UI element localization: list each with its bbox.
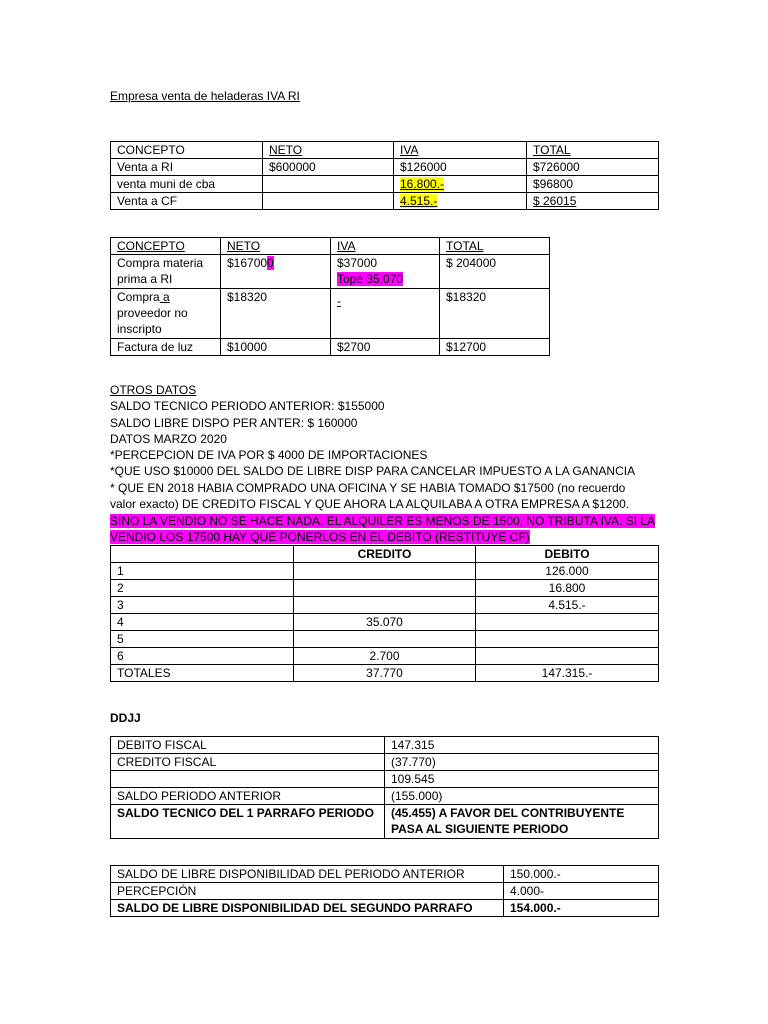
cell-value: (37.770): [385, 754, 659, 771]
concepto-part-underlined: a: [159, 290, 170, 304]
cell-total: $96800: [527, 176, 659, 193]
highlighted-value: 16.800.-: [400, 177, 445, 191]
totals-row: [111, 665, 659, 682]
table-row: [111, 737, 659, 754]
tope-note: Tope 35.070: [337, 272, 404, 286]
table-row: [111, 866, 659, 883]
cell-label: SALDO DE LIBRE DISPONIBILIDAD DEL PERIODO ANTERIOR: [111, 866, 504, 883]
table-row: [111, 614, 659, 631]
cell-value: 154.000.-: [504, 900, 659, 917]
cell-credito: [294, 563, 476, 580]
cell-value: (45.455) A FAVOR DEL CONTRIBUYENTE PASA AL SIGUIENTE PERIODO: [385, 805, 659, 839]
cell-credito: 35.070: [294, 614, 476, 631]
purchases-table: [110, 237, 550, 356]
table-row: [111, 563, 659, 580]
table-row: [111, 805, 659, 839]
highlighted-note: [110, 513, 655, 529]
table-row: [111, 771, 659, 788]
table-header-row: [111, 546, 659, 563]
table-header-row: [111, 142, 659, 159]
table-header-row: [111, 238, 550, 255]
cell-index: TOTALES: [111, 665, 294, 682]
header-iva: IVA: [394, 142, 527, 159]
table-row: [111, 193, 659, 210]
neto-value: $16700: [227, 256, 268, 270]
cell-iva: [394, 193, 527, 210]
cell-index: 4: [111, 614, 294, 631]
header-concepto: CONCEPTO: [111, 142, 263, 159]
cell-total: $18320: [440, 289, 550, 339]
cell-total: $ 204000: [440, 255, 550, 289]
cell-credito: [294, 580, 476, 597]
cell-label: DEBITO FISCAL: [111, 737, 385, 754]
cell-concepto: [111, 289, 221, 339]
cell-index: 5: [111, 631, 294, 648]
cell-credito: 2.700: [294, 648, 476, 665]
table-row: [111, 597, 659, 614]
cell-total: $726000: [527, 159, 659, 176]
concepto-part: proveedor no inscripto: [117, 306, 188, 336]
table-row: [111, 900, 659, 917]
cell-label: SALDO TECNICO DEL 1 PARRAFO PERIODO: [111, 805, 385, 839]
cell-debito: [476, 614, 659, 631]
highlighted-value: 4.515.-: [400, 194, 438, 208]
ddjj-heading: DDJJ: [110, 711, 141, 725]
cell-index: 2: [111, 580, 294, 597]
ddjj-table: [110, 736, 659, 839]
cell-label: SALDO PERIODO ANTERIOR: [111, 788, 385, 805]
cell-neto: $10000: [221, 339, 331, 356]
header-total: TOTAL: [527, 142, 659, 159]
cell-debito: [476, 648, 659, 665]
cell-neto: [263, 176, 394, 193]
table-row: [111, 580, 659, 597]
concepto-part: Compra: [117, 290, 160, 304]
highlight-text: SINO LA VENDIO NO SE HACE NADA. EL ALQUILER ES MENOS DE 1500, NO TRIBUTA IVA. SI LA: [110, 514, 656, 528]
header-neto: NETO: [221, 238, 331, 255]
cell-debito: 126.000: [476, 563, 659, 580]
cell-index: 6: [111, 648, 294, 665]
table-row: [111, 289, 550, 339]
table-row: [111, 255, 550, 289]
cell-neto: [263, 193, 394, 210]
document-title: Empresa venta de heladeras IVA RI: [110, 89, 300, 103]
header-neto: NETO: [263, 142, 394, 159]
credit-debit-table: [110, 545, 659, 682]
otros-datos-heading: OTROS DATOS: [110, 383, 197, 397]
cell-index: 1: [111, 563, 294, 580]
table-row: [111, 159, 659, 176]
cell-iva: $126000: [394, 159, 527, 176]
iva-value: -: [337, 294, 341, 308]
cell-iva: [331, 255, 440, 289]
cell-value: 109.545: [385, 771, 659, 788]
cell-iva: $2700: [331, 339, 440, 356]
header-debito: DEBITO: [476, 546, 659, 563]
cell-concepto: venta muni de cba: [111, 176, 263, 193]
header-blank: [111, 546, 294, 563]
otros-line: * QUE EN 2018 HABIA COMPRADO UNA OFICINA Y SE HABIA TOMADO $17500 (no recuerdo: [110, 481, 626, 495]
cell-concepto: Factura de luz: [111, 339, 221, 356]
cell-concepto: Venta a CF: [111, 193, 263, 210]
cell-neto: [221, 255, 331, 289]
cell-neto: $600000: [263, 159, 394, 176]
highlighted-digit: 0: [267, 256, 274, 270]
table-row: [111, 754, 659, 771]
cell-debito: 147.315.-: [476, 665, 659, 682]
otros-line: SALDO LIBRE DISPO PER ANTER: $ 160000: [110, 416, 358, 430]
header-concepto: CONCEPTO: [111, 238, 221, 255]
cell-total: $ 26015: [527, 193, 659, 210]
cell-value: (155.000): [385, 788, 659, 805]
cell-label: [111, 771, 385, 788]
cell-value: 4.000-: [504, 883, 659, 900]
otros-line: *QUE USO $10000 DEL SALDO DE LIBRE DISP PARA CANCELAR IMPUESTO A LA GANANCIA: [110, 464, 636, 478]
cell-credito: [294, 631, 476, 648]
cell-concepto: Venta a RI: [111, 159, 263, 176]
cell-debito: 4.515.-: [476, 597, 659, 614]
table-row: [111, 883, 659, 900]
table-row: [111, 339, 550, 356]
cell-debito: 16.800: [476, 580, 659, 597]
table-row: [111, 788, 659, 805]
sales-table: [110, 141, 659, 210]
table-row: [111, 648, 659, 665]
cell-iva: [331, 289, 440, 339]
otros-line: valor exacto) DE CREDITO FISCAL Y QUE AHORA LA ALQUILABA A OTRA EMPRESA A $1200.: [110, 497, 630, 511]
header-credito: CREDITO: [294, 546, 476, 563]
header-total: TOTAL: [440, 238, 550, 255]
cell-value: 150.000.-: [504, 866, 659, 883]
otros-line: SALDO TECNICO PERIODO ANTERIOR: $155000: [110, 399, 385, 413]
cell-label: CREDITO FISCAL: [111, 754, 385, 771]
cell-concepto: Compra materia prima a RI: [111, 255, 221, 289]
cell-credito: 37.770: [294, 665, 476, 682]
cell-label: PERCEPCIÓN: [111, 883, 504, 900]
otros-line: *PERCEPCION DE IVA POR $ 4000 DE IMPORTACIONES: [110, 448, 428, 462]
iva-value: $37000: [337, 256, 378, 270]
otros-line: DATOS MARZO 2020: [110, 432, 227, 446]
highlighted-note: [110, 529, 530, 545]
libre-disponibilidad-table: [110, 865, 659, 917]
table-row: [111, 176, 659, 193]
cell-neto: $18320: [221, 289, 331, 339]
cell-credito: [294, 597, 476, 614]
cell-debito: [476, 631, 659, 648]
cell-iva: [394, 176, 527, 193]
header-iva: IVA: [331, 238, 440, 255]
table-row: [111, 631, 659, 648]
cell-index: 3: [111, 597, 294, 614]
cell-total: $12700: [440, 339, 550, 356]
cell-label: SALDO DE LIBRE DISPONIBILIDAD DEL SEGUNDO PARRAFO: [111, 900, 504, 917]
cell-value: 147.315: [385, 737, 659, 754]
highlight-text: VENDIO LOS 17500 HAY QUE PONERLOS EN EL DEBITO (RESTITUYE CF): [110, 530, 530, 544]
